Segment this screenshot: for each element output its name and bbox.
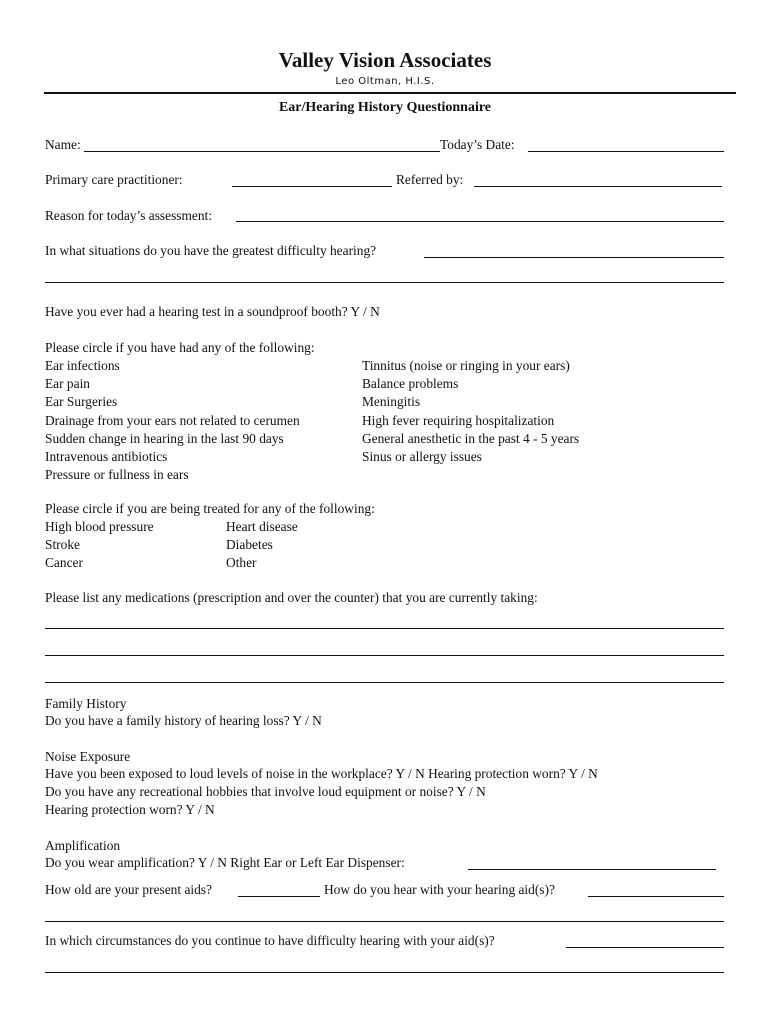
treated-item[interactable]: Heart disease xyxy=(226,519,298,534)
noise-hobbies-question: Do you have any recreational hobbies that involve loud equipment or noise? Y / N xyxy=(45,784,486,799)
referred-by-label: Referred by: xyxy=(396,172,464,187)
form-title: Ear/Hearing History Questionnaire xyxy=(278,100,492,115)
name-label: Name: xyxy=(45,137,81,152)
condition-item[interactable]: Tinnitus (noise or ringing in your ears) xyxy=(362,358,570,373)
treated-item[interactable]: Stroke xyxy=(45,537,80,553)
aids-difficulty-label: In which circumstances do you continue to have difficulty hearing with your aid(s)? xyxy=(45,933,495,948)
primary-care-field[interactable] xyxy=(232,186,392,187)
condition-item[interactable]: Meningitis xyxy=(362,394,421,410)
family-history-heading: Family History xyxy=(45,696,127,711)
condition-item[interactable]: Pressure or fullness in ears xyxy=(45,467,189,483)
condition-item[interactable]: Ear pain xyxy=(45,376,90,392)
soundproof-question: Have you ever had a hearing test in a soundproof booth? Y / N xyxy=(45,304,380,319)
condition-item[interactable]: Intravenous antibiotics xyxy=(45,449,168,465)
aids-age-field[interactable] xyxy=(238,896,320,897)
aids-difficulty-field[interactable] xyxy=(566,947,724,948)
header-rule xyxy=(44,92,736,94)
amplification-question: Do you wear amplification? Y / N Right Ear or Left Ear Dispenser: xyxy=(45,855,405,870)
condition-item[interactable]: Drainage from your ears not related to cerumen xyxy=(45,412,300,428)
reason-label: Reason for today’s assessment: xyxy=(45,208,212,223)
aids-hear-field-continued[interactable] xyxy=(45,921,724,922)
treated-left-list xyxy=(45,518,154,573)
medications-line-2[interactable] xyxy=(45,655,724,656)
treated-item[interactable]: Other xyxy=(226,555,257,571)
medications-line-1[interactable] xyxy=(45,628,724,629)
todays-date-label: Today’s Date: xyxy=(440,137,515,152)
name-field[interactable] xyxy=(84,151,440,152)
noise-exposure-heading: Noise Exposure xyxy=(45,749,131,764)
condition-item[interactable]: Ear infections xyxy=(45,358,120,373)
family-history-question: Do you have a family history of hearing loss? Y / N xyxy=(45,713,322,728)
medications-line-3[interactable] xyxy=(45,682,724,683)
condition-item[interactable]: Sudden change in hearing in the last 90 days xyxy=(45,430,284,446)
aids-hear-field[interactable] xyxy=(588,896,724,897)
treated-item[interactable]: Diabetes xyxy=(226,537,273,553)
condition-item[interactable]: Ear Surgeries xyxy=(45,394,118,410)
noise-workplace-question: Have you been exposed to loud levels of noise in the workplace? Y / N Hearing protection worn? Y / N xyxy=(45,766,598,781)
treated-item[interactable]: High blood pressure xyxy=(45,519,154,534)
situations-label: In what situations do you have the greatest difficulty hearing? xyxy=(45,243,377,258)
dispenser-field[interactable] xyxy=(468,869,716,870)
condition-item[interactable]: Balance problems xyxy=(362,376,459,392)
situations-field-continued[interactable] xyxy=(45,282,724,283)
condition-item[interactable]: High fever requiring hospitalization xyxy=(362,412,555,428)
todays-date-field[interactable] xyxy=(528,151,724,152)
treated-right-list xyxy=(226,518,298,573)
aids-hear-label: How do you hear with your hearing aid(s)? xyxy=(324,882,555,897)
company-name: Valley Vision Associates xyxy=(278,48,492,72)
conditions-left-list xyxy=(45,357,300,484)
aids-age-label: How old are your present aids? xyxy=(45,882,212,897)
conditions-right-list xyxy=(362,357,579,466)
referred-by-field[interactable] xyxy=(474,186,722,187)
condition-item[interactable]: General anesthetic in the past 4 - 5 years xyxy=(362,430,580,446)
situations-field[interactable] xyxy=(424,257,724,258)
medications-prompt: Please list any medications (prescription and over the counter) that you are currently taking: xyxy=(45,590,538,605)
treated-intro: Please circle if you are being treated for any of the following: xyxy=(45,501,375,516)
noise-protection-question: Hearing protection worn? Y / N xyxy=(45,802,215,817)
treated-item[interactable]: Cancer xyxy=(45,555,83,571)
practitioner-name: Leo Oltman, H.I.S. xyxy=(335,76,435,87)
amplification-heading: Amplification xyxy=(45,838,121,853)
aids-difficulty-field-continued[interactable] xyxy=(45,972,724,973)
reason-field[interactable] xyxy=(236,221,724,222)
conditions-intro: Please circle if you have had any of the following: xyxy=(45,340,315,355)
condition-item[interactable]: Sinus or allergy issues xyxy=(362,449,482,465)
primary-care-label: Primary care practitioner: xyxy=(45,172,183,187)
